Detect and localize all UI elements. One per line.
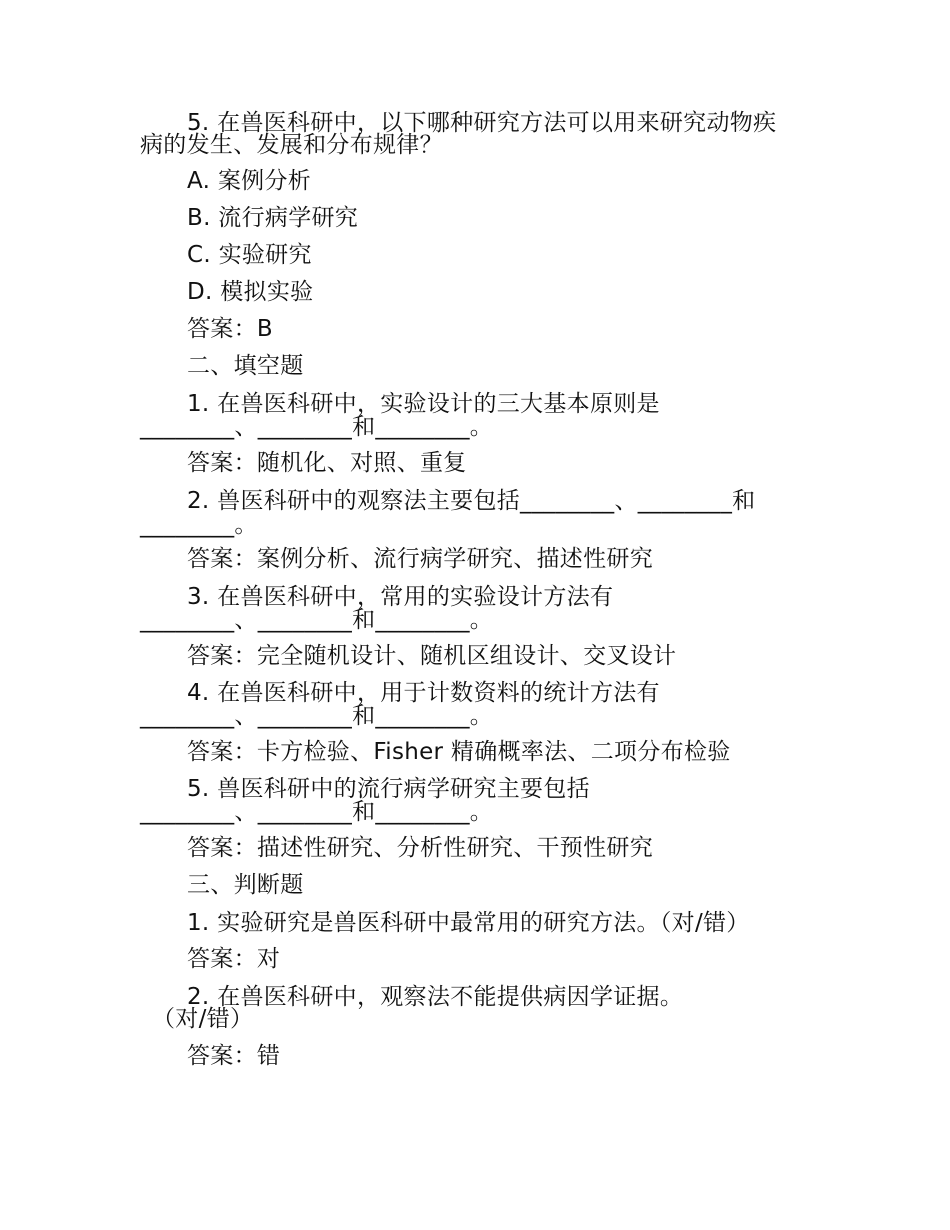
mc-question-5-line2: 病的发生、发展和分布规律？: [140, 132, 443, 158]
section-heading-judge: 三、判断题: [187, 872, 304, 898]
judge-answer-1: 答案：对: [187, 946, 281, 972]
fill-question-1-line1: 1. 在兽医科研中，实验设计的三大基本原则是: [187, 391, 660, 417]
fill-question-2-line2: ________。: [140, 512, 258, 538]
fill-question-5-line2: ________、________和________。: [140, 799, 494, 825]
judge-answer-2: 答案：错: [187, 1043, 281, 1069]
fill-answer-3: 答案：完全随机设计、随机区组设计、交叉设计: [187, 643, 677, 669]
fill-question-2-line1: 2. 兽医科研中的观察法主要包括________、________和: [187, 488, 756, 514]
fill-answer-2: 答案：案例分析、流行病学研究、描述性研究: [187, 546, 653, 572]
section-heading-fill: 二、填空题: [187, 353, 304, 379]
judge-question-1: 1. 实验研究是兽医科研中最常用的研究方法。（对/错）: [187, 910, 750, 936]
fill-question-4-line2: ________、________和________。: [140, 703, 494, 729]
judge-question-2-line2: （对/错）: [152, 1006, 254, 1032]
mc-option-b: B. 流行病学研究: [187, 205, 359, 231]
mc-option-d: D. 模拟实验: [187, 279, 314, 305]
mc-option-c: C. 实验研究: [187, 242, 312, 268]
fill-question-1-line2: ________、________和________。: [140, 414, 494, 440]
fill-question-5-line1: 5. 兽医科研中的流行病学研究主要包括: [187, 776, 590, 802]
fill-answer-5: 答案：描述性研究、分析性研究、干预性研究: [187, 835, 653, 861]
fill-answer-4: 答案：卡方检验、Fisher 精确概率法、二项分布检验: [187, 739, 731, 765]
fill-question-3-line2: ________、________和________。: [140, 607, 494, 633]
fill-answer-1: 答案：随机化、对照、重复: [187, 450, 467, 476]
mc-option-a: A. 案例分析: [187, 168, 312, 194]
judge-question-2-line1: 2. 在兽医科研中，观察法不能提供病因学证据。: [187, 984, 684, 1010]
fill-question-4-line1: 4. 在兽医科研中，用于计数资料的统计方法有: [187, 680, 660, 706]
mc-question-5-line1: 5. 在兽医科研中，以下哪种研究方法可以用来研究动物疾: [187, 110, 777, 136]
mc-answer: 答案：B: [187, 316, 273, 342]
fill-question-3-line1: 3. 在兽医科研中，常用的实验设计方法有: [187, 584, 614, 610]
